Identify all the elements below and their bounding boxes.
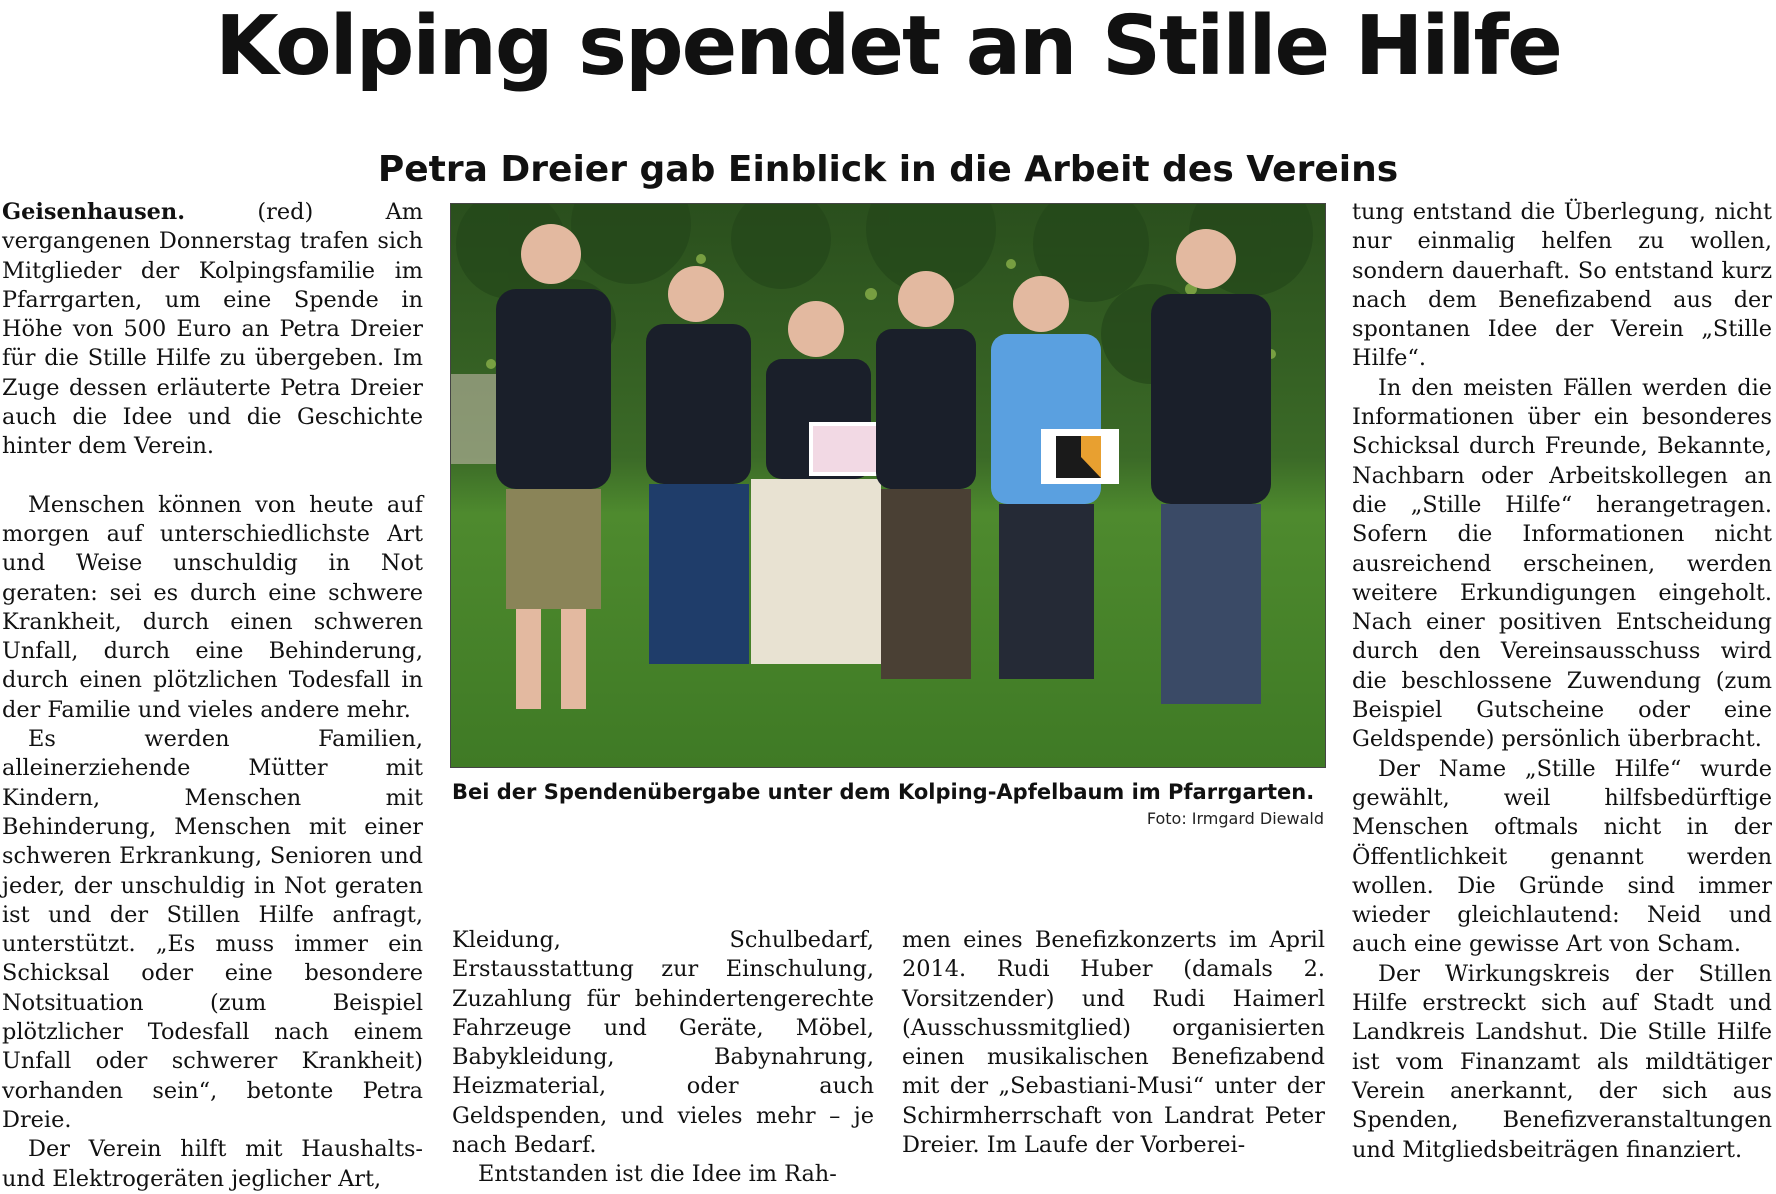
article-paragraph: Der Verein hilft mit Haushalts- und Elektrogeräten jeglicher Art, xyxy=(2,1136,423,1192)
photo-credit: Foto: Irmgard Diewald xyxy=(1146,809,1324,828)
article-paragraph: Kleidung, Schulbedarf, Erstausstattung zur Einschulung, Zuzahlung für behindertengerechte Fahrzeuge und Geräte, Möbel, Babykleidung, Babynahrung, Heizmaterial, oder auch Geldspenden, und vieles mehr – je nach Bedarf. xyxy=(452,927,874,1159)
paragraph-text: (red) Am vergangenen Donnerstag trafen sich Mitglieder der Kolpingsfamilie im Pfarrgarten, um eine Spende in Höhe von 500 Euro an Petra Dreier für die Stille Hilfe zu übergeben. Im Zuge dessen erläuterte Petra Dreier auch die Idee und die Geschichte hinter dem Verein. xyxy=(2,199,423,460)
article-paragraph xyxy=(2,198,423,462)
article-paragraph: tung entstand die Überlegung, nicht nur einmalig helfen zu wollen, sondern dauerhaft. So entstand kurz nach dem Benefizabend aus der spontanen Idee der Verein „Stille Hilfe“. xyxy=(1352,199,1772,372)
article-paragraph: Es werden Familien, alleinerziehende Mütter mit Kindern, Menschen mit Behinderung, Menschen mit einer schweren Erkrankung, Senioren und jeder, der unschuldig in Not geraten ist und der Stillen Hilfe anfragt, unterstützt. „Es muss immer ein Schicksal oder eine besondere Notsituation (zum Beispiel plötzlicher Todesfall nach einem Unfall oder schwerer Krankheit) vorhanden sein“, betonte Petra Dreie. xyxy=(2,726,423,1133)
photo-illustration xyxy=(451,204,1325,767)
article-paragraph: Der Name „Stille Hilfe“ wurde gewählt, weil hilfsbedürftige Menschen oftmals nicht in der Öffentlichkeit genannt werden wollen. Die Gründe sind immer wieder gleichlautend: Neid und auch eine gewisse Art von Scham. xyxy=(1352,755,1772,958)
article-paragraph: Der Wirkungskreis der Stillen Hilfe erstreckt sich auf Stadt und Landkreis Landshut. Die Stille Hilfe ist vom Finanzamt als mildtätiger Verein anerkannt, der sich aus Spenden, Benefizveranstaltungen und Mitgliedsbeiträgen finanziert. xyxy=(1352,960,1772,1163)
dateline: Geisenhausen. xyxy=(2,199,185,225)
article-column-2 xyxy=(452,926,874,1190)
article-column-3 xyxy=(902,926,1325,1160)
article-paragraph: Menschen können von heute auf morgen auf unterschiedlichste Art und Weise unschuldig in Not geraten: sei es durch eine schwere Krankheit, durch einen schweren Unfall, durch eine Behinderung, durch einen plötzlichen Todesfall in der Familie und vieles andere mehr. xyxy=(2,491,423,723)
group-photo xyxy=(450,203,1326,768)
article-paragraph: In den meisten Fällen werden die Informationen über ein besonderes Schicksal durch Freunde, Bekannte, Nachbarn oder Arbeitskollegen an die „Stille Hilfe“ herangetragen. Sofern die Informationen nicht ausreichend erscheinen, werden weitere Erkundigungen eingeholt. Nach einer positiven Entscheidung durch den Vereinsausschuss wird die beschlossene Zuwendung (zum Beispiel Gutscheine oder eine Geldspende) persönlich überbracht. xyxy=(1352,374,1772,753)
subheadline: Petra Dreier gab Einblick in die Arbeit des Vereins xyxy=(377,148,1399,190)
photo-caption: Bei der Spendenübergabe unter dem Kolping-Apfelbaum im Pfarrgarten. xyxy=(452,780,1315,804)
article-column-4 xyxy=(1352,198,1772,1165)
headline: Kolping spendet an Stille Hilfe xyxy=(215,0,1561,94)
article-column-1 xyxy=(2,198,423,1194)
article-paragraph: Entstanden ist die Idee im Rah- xyxy=(478,1161,837,1188)
article-paragraph: men eines Benefizkonzerts im April 2014. Rudi Huber (damals 2. Vorsitzender) und Rudi Haimerl (Ausschussmitglied) organisierten einen musikalischen Benefizabend mit der „Sebastiani-Musi“ unter der Schirmherrschaft von Landrat Peter Dreier. Im Laufe der Vorberei- xyxy=(902,927,1325,1159)
